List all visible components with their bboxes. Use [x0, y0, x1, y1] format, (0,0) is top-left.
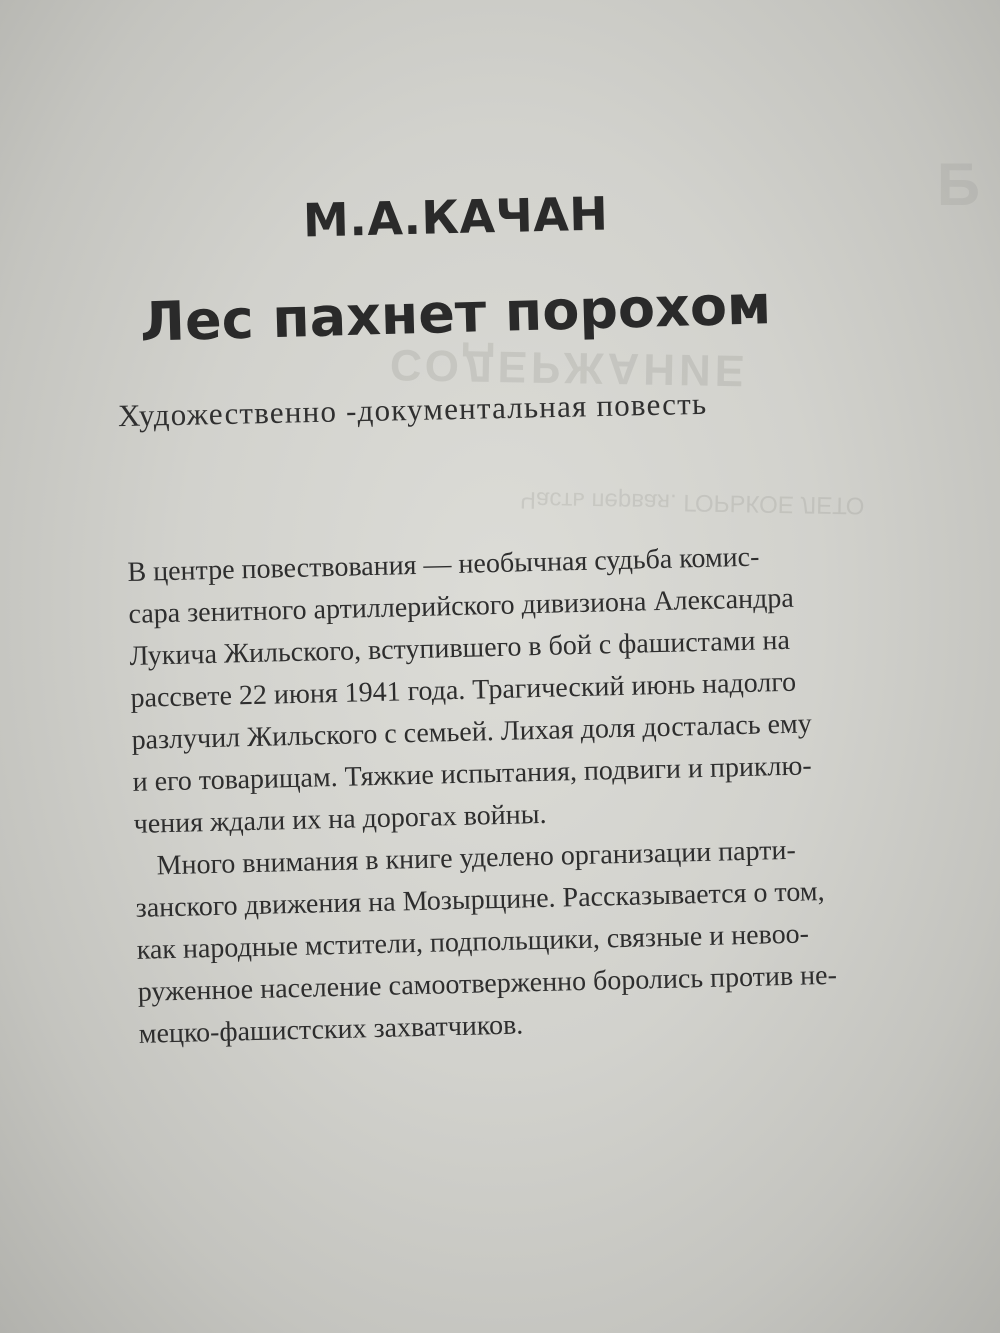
annotation-line: как народные мстители, подпольщики, связные и невоо-: [136, 918, 810, 966]
annotation-line: рассвете 22 июня 1941 года. Трагический июнь надолго: [130, 666, 797, 714]
show-through-heading: СОДЕРЖАНИЕ: [389, 339, 749, 396]
annotation-line: руженное население самоотверженно боролись против не-: [137, 959, 838, 1008]
annotation-line: чения ждали их на дорогах войны.: [133, 798, 547, 840]
show-through-line: Часть первая. ГОРЬКОЕ ЛЕТО: [519, 485, 865, 520]
annotation-line: сара зенитного артиллерийского дивизиона Александра: [128, 582, 795, 630]
annotation-line: занского движения на Мозырщине. Рассказывается о том,: [135, 876, 825, 924]
annotation-line: и его товарищам. Тяжкие испытания, подвиги и приклю-: [132, 750, 813, 798]
book-subtitle: Художественно -документальная повесть: [117, 385, 708, 434]
annotation-line: мецко-фашистских захватчиков.: [138, 1009, 524, 1050]
author-name: М.А.КАЧАН: [302, 186, 609, 248]
annotation-line: В центре повествования — необычная судьба комис-: [127, 541, 760, 588]
annotation-line: Много внимания в книге уделено организации парти-: [156, 834, 797, 882]
annotation-line: разлучил Жильского с семьей. Лихая доля досталась ему: [131, 708, 813, 756]
annotation-text: [127, 532, 959, 1056]
annotation-line: Лукича Жильского, вступившего в бой с фашистами на: [129, 624, 791, 672]
book-title: Лес пахнет порохом: [139, 273, 772, 354]
show-through-mark: Б: [936, 151, 980, 218]
